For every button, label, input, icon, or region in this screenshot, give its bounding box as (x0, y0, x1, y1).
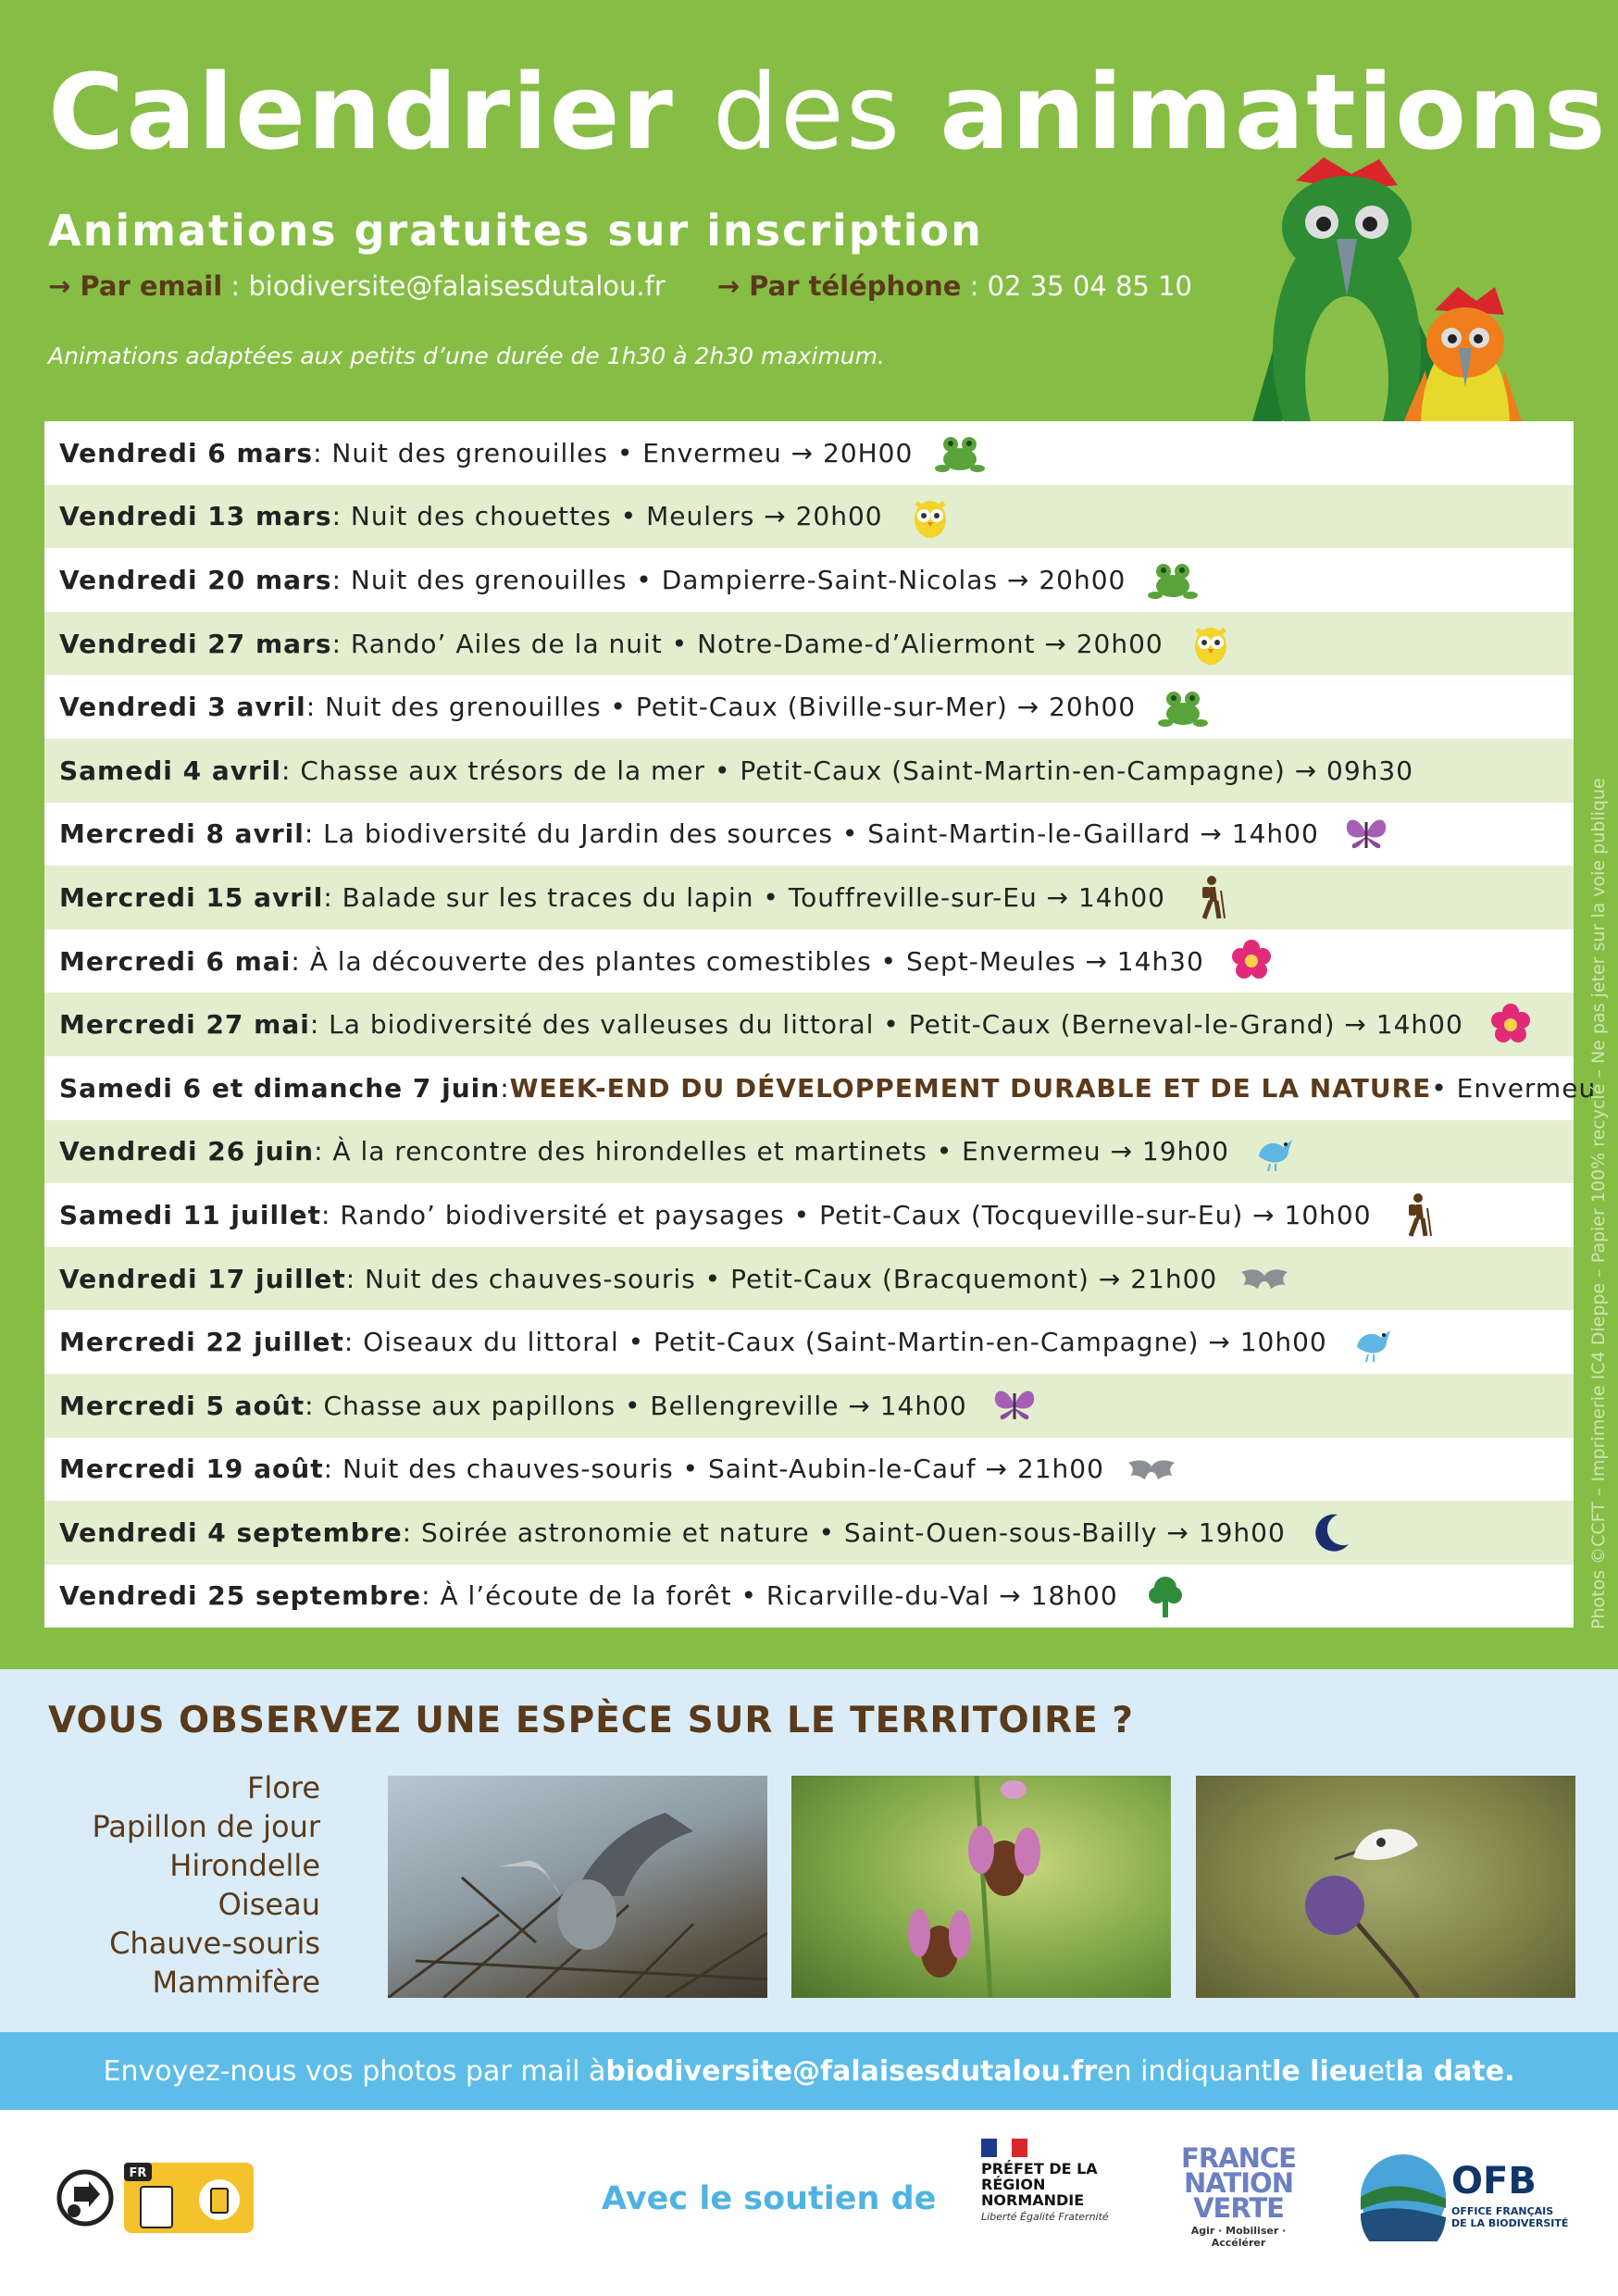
prefet-normandie-logo: PRÉFET DE LA RÉGION NORMANDIE Liberté Égalité Fraternité (981, 2139, 1120, 2264)
event-row (44, 1374, 1574, 1438)
phone-value[interactable]: : 02 35 04 85 10 (961, 270, 1192, 302)
event-date: Vendredi 3 avril (59, 692, 306, 723)
event-row (44, 1501, 1574, 1565)
event-details: : À la découverte des plantes comestibles • Sept-Meules → 14h30 (291, 945, 1204, 977)
butterfly-icon (1341, 811, 1391, 857)
event-row (44, 992, 1574, 1056)
page-title: Calendrier des animations (48, 53, 1608, 173)
event-date: Mercredi 22 juillet (59, 1327, 344, 1358)
send-email-link[interactable]: biodiversite@falaisesdutalou.fr (605, 2054, 1098, 2088)
triman-fr-label: FR (129, 2166, 147, 2180)
event-date: Mercredi 8 avril (59, 818, 305, 850)
hiker-icon (1188, 874, 1238, 920)
event-details: : Nuit des grenouilles • Envermeu → 20H00 (313, 437, 914, 468)
species-item: Mammifère (152, 1965, 320, 2000)
recycling-triman-icon (48, 2153, 254, 2242)
moon-icon (1308, 1509, 1358, 1555)
event-details: : La biodiversité du Jardin des sources • Saint-Martin-le-Gaillard → 14h00 (304, 818, 1319, 850)
frog-icon (1158, 684, 1208, 730)
email-label: → Par email (48, 270, 223, 302)
contact-info (48, 270, 1192, 302)
event-row (44, 548, 1574, 612)
event-row (44, 1120, 1574, 1184)
event-row (44, 675, 1574, 739)
species-item: Papillon de jour (92, 1809, 320, 1844)
event-details: : Balade sur les traces du lapin • Touffreville-sur-Eu → 14h00 (323, 881, 1165, 913)
event-details: : Nuit des grenouilles • Petit-Caux (Biville-sur-Mer) → 20h00 (305, 692, 1137, 723)
event-row (44, 866, 1574, 930)
event-details: : À la rencontre des hirondelles et martinets • Envermeu → 19h00 (314, 1136, 1229, 1167)
flower-icon (1226, 938, 1276, 984)
ofb-logo: OFB OFFICE FRANÇAIS DE LA BIODIVERSITÉ (1359, 2152, 1572, 2245)
event-date: Vendredi 26 juin (59, 1136, 315, 1167)
event-details: : Nuit des grenouilles • Dampierre-Saint-Nicolas → 20h00 (331, 564, 1126, 595)
event-date: Mercredi 15 avril (59, 881, 324, 913)
ofb-emblem-icon (1359, 2152, 1448, 2241)
event-date: Vendredi 27 mars (59, 628, 332, 659)
duration-note: Animations adaptées aux petits d’une durée de 1h30 à 2h30 maximum. (48, 343, 885, 369)
event-date: Samedi 4 avril (59, 755, 281, 786)
owl-icon (905, 493, 955, 540)
event-row (44, 1310, 1574, 1374)
event-row (44, 930, 1574, 993)
event-row (44, 1565, 1574, 1628)
event-details: : Soirée astronomie et nature • Saint-Ouen-sous-Bailly → 19h00 (402, 1516, 1286, 1548)
event-details: : Nuit des chauves-souris • Saint-Aubin-le-Cauf → 21h00 (323, 1454, 1104, 1485)
species-item: Hirondelle (169, 1848, 320, 1883)
event-details: : À l’écoute de la forêt • Ricarville-du-Val → 18h00 (421, 1580, 1118, 1612)
event-row (44, 739, 1574, 803)
species-item: Flore (246, 1770, 320, 1805)
bat-icon (1239, 1255, 1289, 1302)
event-date: Vendredi 20 mars (59, 564, 332, 595)
support-label: Avec le soutien de (602, 2180, 937, 2217)
frog-icon (1148, 556, 1198, 603)
event-row (44, 803, 1574, 867)
event-details: : (500, 1072, 510, 1104)
species-item: Chauve-souris (109, 1926, 320, 1961)
heron-photo (388, 1776, 767, 1998)
france-nation-verte-logo: FRANCE NATION VERTE Agir · Mobiliser · Accélérer (1181, 2142, 1296, 2249)
subtitle: Animations gratuites sur inscription (48, 206, 983, 256)
owl-icon (1186, 620, 1236, 667)
event-date: Mercredi 6 mai (59, 945, 292, 977)
butterfly-photo (1196, 1776, 1575, 1998)
event-date: Vendredi 6 mars (59, 437, 314, 468)
event-details: : Oiseaux du littoral • Petit-Caux (Saint-Martin-en-Campagne) → 10h00 (343, 1327, 1327, 1358)
event-date: Samedi 11 juillet (59, 1199, 322, 1230)
email-value[interactable]: : biodiversite@falaisesdutalou.fr (222, 270, 666, 302)
event-details: : La biodiversité des valleuses du littoral • Petit-Caux (Berneval-le-Grand) → 14h00 (309, 1009, 1463, 1041)
orchid-photo (791, 1776, 1171, 1998)
event-date: Vendredi 4 septembre (59, 1516, 403, 1548)
species-list (37, 1768, 320, 2002)
event-date: Samedi 6 et dimanche 7 juin (59, 1072, 501, 1104)
event-row (44, 1247, 1574, 1311)
species-item: Oiseau (218, 1887, 320, 1922)
event-date: Vendredi 13 mars (59, 501, 332, 532)
flower-icon (1486, 1002, 1536, 1048)
observe-title: VOUS OBSERVEZ UNE ESPÈCE SUR LE TERRITOIRE ? (48, 1700, 1135, 1741)
event-date: Mercredi 5 août (59, 1390, 305, 1421)
event-schedule (44, 421, 1597, 1628)
event-location: • Envermeu (1431, 1072, 1597, 1104)
event-row (44, 1438, 1574, 1502)
event-details: : Chasse aux papillons • Bellengreville → 14h00 (305, 1390, 967, 1421)
bat-icon (1126, 1446, 1176, 1492)
event-highlight: WEEK-END DU DÉVELOPPEMENT DURABLE ET DE LA NATURE (509, 1072, 1432, 1104)
event-details: : Rando’ Ailes de la nuit • Notre-Dame-d’Aliermont → 20h00 (331, 628, 1164, 659)
tree-icon (1140, 1573, 1190, 1619)
event-date: Vendredi 17 juillet (59, 1263, 346, 1294)
event-date: Vendredi 25 septembre (59, 1580, 422, 1612)
event-date: Mercredi 19 août (59, 1454, 324, 1485)
bird-icon (1251, 1129, 1301, 1175)
hiker-icon (1394, 1192, 1444, 1238)
event-details: : Nuit des chouettes • Meulers → 20h00 (331, 501, 883, 532)
phone-label: → Par téléphone (716, 270, 962, 302)
event-row (44, 421, 1574, 485)
event-row (44, 612, 1574, 676)
send-photos-bar: Envoyez-nous vos photos par mail à biodiversite@falaisesdutalou.fr en indiquant le lieu et la date. (0, 2032, 1618, 2110)
event-details: : Rando’ biodiversité et paysages • Petit-Caux (Tocqueville-sur-Eu) → 10h00 (321, 1199, 1372, 1230)
event-details: : Nuit des chauves-souris • Petit-Caux (Bracquemont) → 21h00 (345, 1263, 1218, 1294)
event-row (44, 1183, 1574, 1247)
event-row (44, 1056, 1597, 1120)
bird-icon (1350, 1319, 1400, 1366)
event-row (44, 485, 1574, 549)
french-flag-icon (981, 2139, 1027, 2157)
credits: Photos ©CCFT – Imprimerie IC4 Dieppe – Papier 100% recyclé – Ne pas jeter sur la voie publique (1588, 778, 1609, 1629)
event-details: : Chasse aux trésors de la mer • Petit-Caux (Saint-Martin-en-Campagne) → 09h30 (281, 755, 1414, 786)
event-date: Mercredi 27 mai (59, 1009, 310, 1041)
frog-icon (935, 430, 985, 476)
butterfly-icon (989, 1382, 1039, 1429)
